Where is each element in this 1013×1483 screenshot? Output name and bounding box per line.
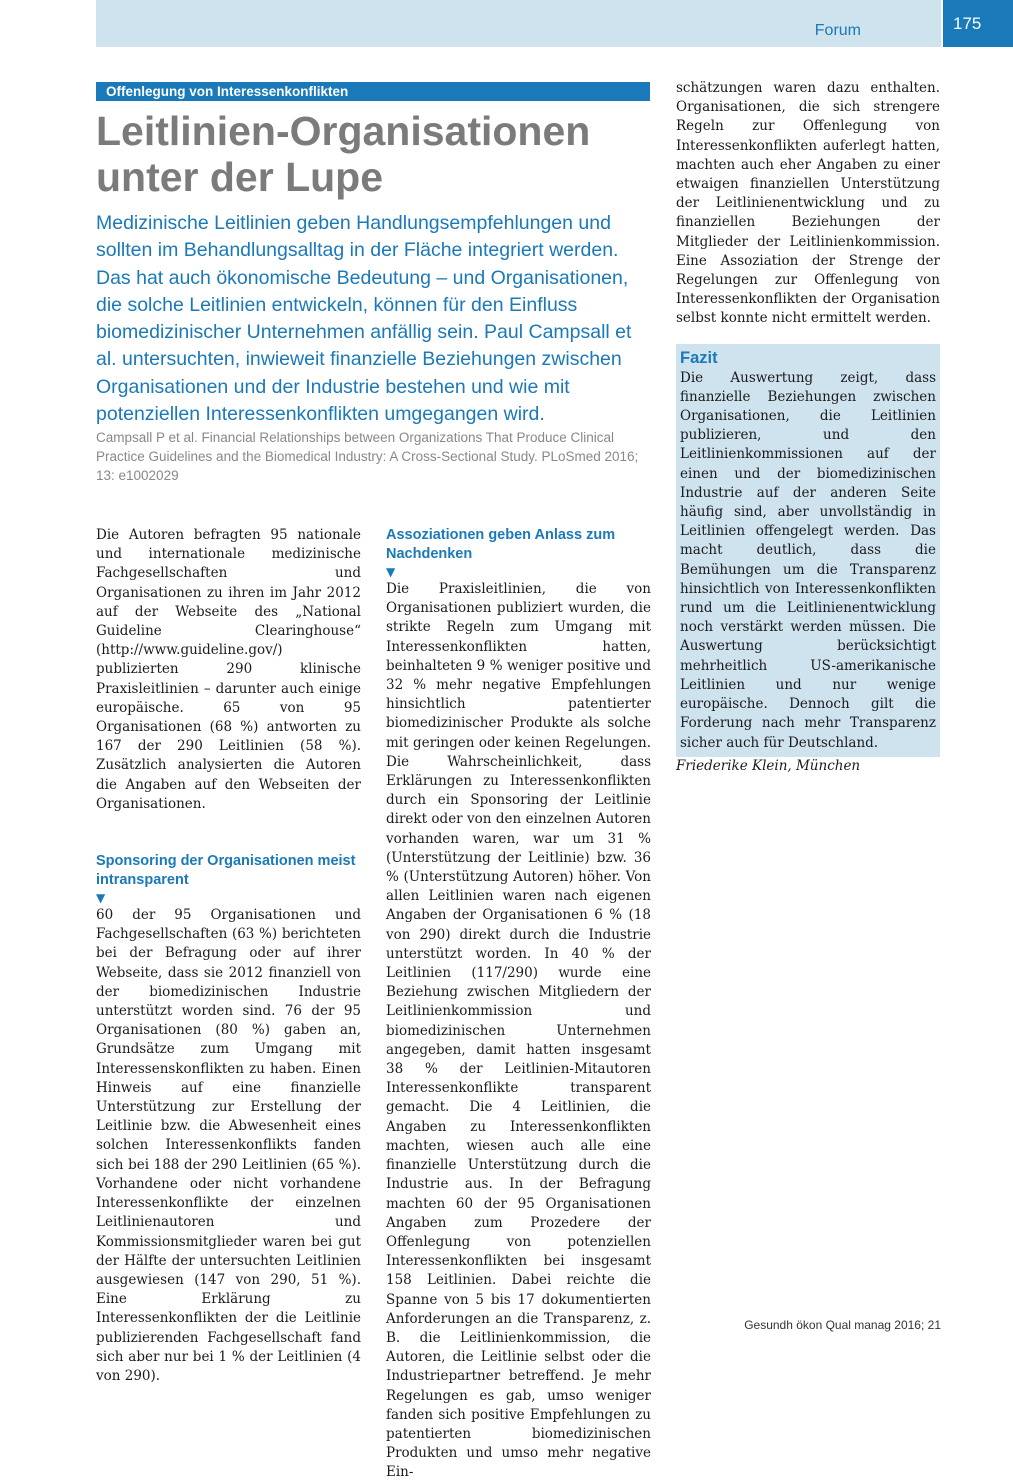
fazit-title: Fazit bbox=[680, 348, 718, 367]
article-author: Friederike Klein, München bbox=[676, 757, 861, 774]
continuation-paragraph: schätzungen waren dazu enthalten. Organisationen, die sich strengere Regeln zur Offenlegung von Interessenkonflikten auferlegt hatten, machten auch eher Angaben zu einer etwaigen finanziellen Unterstützung der Leitlinienentwicklung und zu finanziellen Beziehungen der Mitglieder der Leitlinienkommission. Eine Assoziation der Strenge der Regelungen zur Offenlegung von Interessenkonflikten der Organisation selbst konnte nicht ermittelt werden. bbox=[676, 80, 940, 327]
page-number: 175 bbox=[943, 0, 1013, 47]
section2-text: Die Praxisleitlinien, die von Organisationen publiziert wurden, die strikte Regeln zum Umgang mit Interessenkonflikten hatten, beinhalteten 9 % weniger positive und 32 % mehr negative Empfehlungen hinsichtlich patentierter biomedizinischer Produkte als solche mit geringen oder keinen Regelungen. Die Wahrscheinlichkeit, dass Erklärungen zu Interessenkonflikten durch ein Sponsoring der Leitlinie direkt oder von den einzelnen Autoren vorhanden waren, war um 31 % (Unterstützung der Leitlinie) bzw. 36 % (Unterstützung Autoren) höher. Von allen Leitlinien waren nach eigenen Angaben der Organisationen 6 % (18 von 290) direkt durch die Industrie unterstützt worden. In 40 % der Leitlinien (117/290) wurde eine Beziehung zwischen Mitgliedern der Leitlinienkommission und biomedizinischen Unternehmen angegeben, damit hatten insgesamt 38 % der Leitlinien-Mitautoren Interessenkonflikte transparent gemacht. Die 4 Leitlinien, die Angaben zu Interessenkonflikten machten, wiesen auch alle eine finanzielle Unterstützung durch die Industrie aus. In der Befragung machten 60 der 95 Organisationen Angaben zum Prozedere der Offenlegung von potenziellen Interessenkonflikten bei insgesamt 158 Leitlinien. Dabei reichte die Spanne von 5 bis 17 dokumentierten Anforderungen an die Transparenz, z. B. die Leitlinienkommission, die Autoren, die Leitlinie selbst oder die Industriepartner betreffend. Je mehr Regelungen es gab, umso weniger fanden sich positive Empfehlungen zu patentierten biomedizinischen Produkten und umso mehr negative Ein- bbox=[386, 581, 651, 1481]
fazit-box bbox=[676, 344, 940, 757]
section1-heading: Sponsoring der Organisationen meist intransparent bbox=[96, 853, 356, 889]
fazit-text: Die Auswertung zeigt, dass finanzielle Beziehungen zwischen Organisationen, die Leitlinien publizieren, und den Leitlinienkommissionen auf der einen und der biomedizinischen Industrie auf der anderen Seite häufig sind, aber unvollständig in Leitlinien offengelegt werden. Das macht deutlich, dass die Bemühungen um die Transparenz hinsichtlich von Interessenkonflikten rund um die Leitlinienentwicklung noch verstärkt werden müssen. Die Auswertung berücksichtigt mehrheitlich US-amerikanische Leitlinien und nur wenige europäische. Dennoch gilt die Forderung nach mehr Transparenz sicher auch für Deutschland. bbox=[680, 369, 936, 751]
section1-text: 60 der 95 Organisationen und Fachgesellschaften (63 %) berichteten bei der Befragung oder auf ihrer Webseite, dass sie 2012 finanziell von der biomedizinischen Industrie unterstützt worden sind. 76 der 95 Organisationen (80 %) gaben an, Grundsätze zum Umgang mit Interessenskonflikten zu haben. Einen Hinweis auf eine finanzielle Unterstützung zur Erstellung der Leitlinie bzw. die Abwesenheit eines solchen Interessenkonflikts fanden sich bei 188 der 290 Leitlinien (65 %). Vorhandene oder nicht vorhandene Interessenkonflikte der einzelnen Leitlinienautoren und Kommissionsmitglieder waren bei gut der Hälfte der untersuchten Leitlinien ausgewiesen (147 von 290, 51 %). Eine Erklärung zu Interessenkonflikten der die Leitlinie publizierenden Fachgesellschaft fand sich aber nur bei 1 % der Leitlinien (4 von 290). bbox=[96, 907, 361, 1384]
section2-marker-icon: ▼ bbox=[386, 565, 396, 579]
intro-paragraph: Die Autoren befragten 95 nationale und internationale medizinische Fachgesellschaften und Organisationen zu ihren im Jahr 2012 auf der Webseite des „National Guideline Clearinghouse“ (http://www.guideline.gov/) publizierten 290 klinische Praxisleitlinien – darunter auch einige europäische. 65 von 95 Organisationen (68 %) antworten zu 167 der 290 Leitlinien (58 %). Zusätzlich analysierten die Autoren die Angaben auf den Webseiten der Organisationen. bbox=[96, 527, 361, 812]
section1-marker-icon: ▼ bbox=[96, 891, 106, 906]
article-citation: Campsall P et al. Financial Relationships between Organizations That Produce Clinical Practice Guidelines and the Biomedical Industry: A Cross-Sectional Study. PLoSmed 2016; 13: e1002029 bbox=[96, 430, 639, 483]
column-1 bbox=[96, 526, 361, 1386]
journal-footer: Gesundh ökon Qual manag 2016; 21 bbox=[744, 1318, 941, 1332]
header-band bbox=[96, 0, 941, 47]
column-3 bbox=[676, 79, 940, 776]
article-lead: Medizinische Leitlinien geben Handlungsempfehlungen und sollten im Behandlungsalltag in der Fläche integriert werden. Das hat auch ökonomische Bedeutung – und Organisationen, die solche Leitlinien entwickeln, können für den Einfluss biomedizinischer Unternehmen anfällig sein. Paul Campsall et al. untersuchten, inwieweit finanzielle Beziehungen zwischen Organisationen und der Industrie bestehen und wie mit potenziellen Interessenkonflikten umgegangen wird. bbox=[96, 212, 632, 426]
article-title: Leitlinien-Organisationen unter der Lupe bbox=[96, 108, 591, 200]
section2-heading: Assoziationen geben Anlass zum Nachdenken bbox=[386, 527, 616, 562]
article-kicker: Offenlegung von Interessenkonflikten bbox=[96, 82, 650, 101]
column-2 bbox=[386, 526, 651, 1483]
section-label: Forum bbox=[814, 22, 861, 39]
